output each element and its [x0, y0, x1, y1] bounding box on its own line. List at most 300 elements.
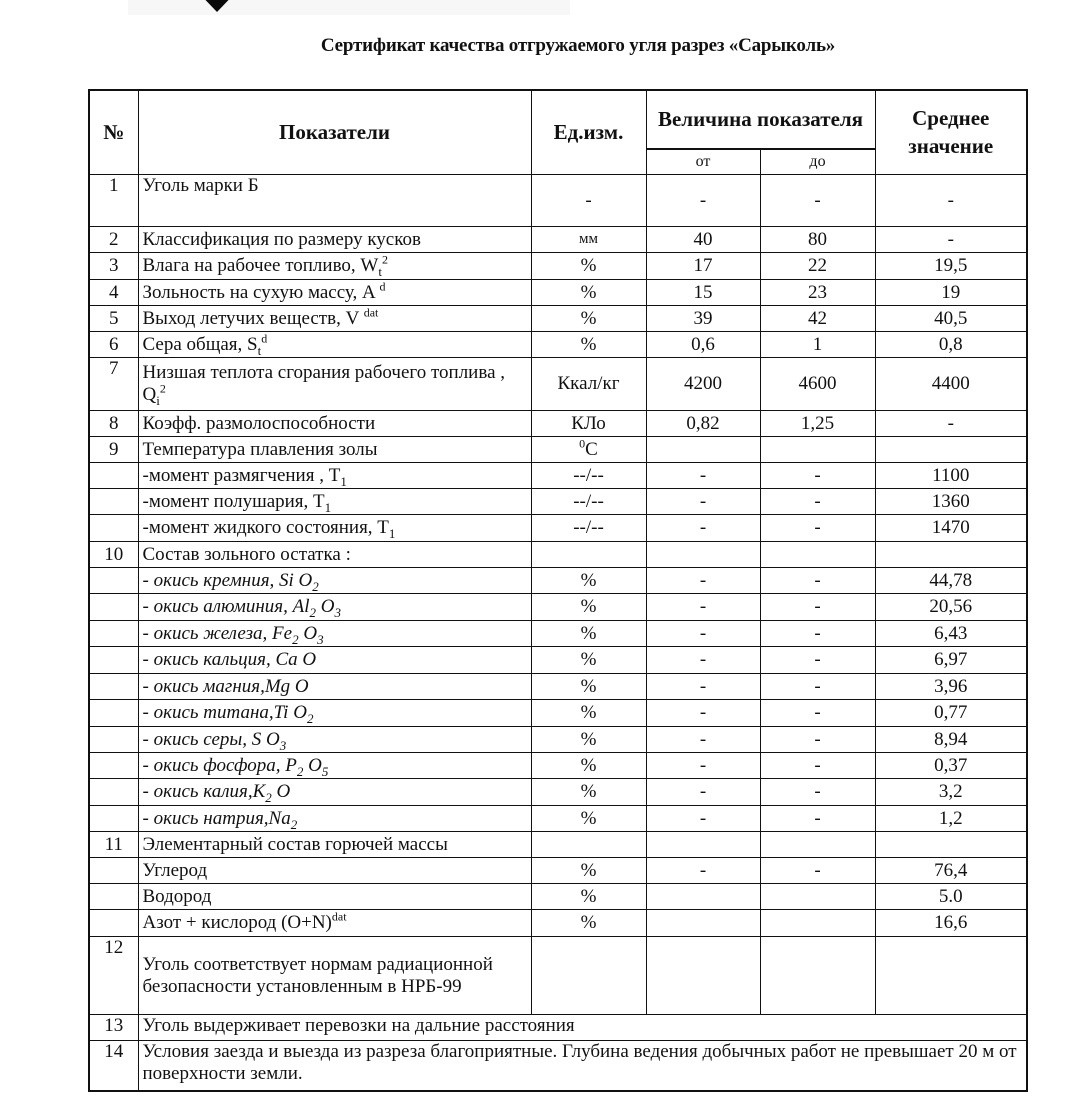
unit-value: % [580, 859, 597, 881]
chemical-formula: Si O [279, 569, 313, 591]
row-number [89, 647, 138, 674]
value-to [760, 832, 875, 858]
value-to [760, 884, 875, 910]
unit-value: Ккал/кг [557, 373, 620, 395]
value-from: - [646, 674, 760, 700]
row-number: 11 [89, 832, 138, 858]
table-row [89, 700, 1027, 727]
chemical-formula: O [298, 622, 318, 644]
superscript: d [261, 331, 268, 346]
value-avg: 0,8 [875, 332, 1027, 358]
indicator-label: Состав зольного остатка : [142, 543, 351, 565]
indicator-name [138, 937, 531, 1015]
indicator-label: - окись титана, [142, 702, 274, 724]
indicator-label: -момент полушария, T [142, 490, 325, 512]
indicator-label: -момент размягчения , T [142, 464, 341, 486]
value-avg [875, 437, 1027, 463]
row-number [89, 489, 138, 515]
value-to: 22 [760, 253, 875, 280]
unit-cell [531, 594, 646, 621]
table-row [89, 280, 1027, 306]
unit-value: % [580, 675, 597, 697]
header-from: от [646, 149, 760, 175]
unit-cell [531, 647, 646, 674]
unit-cell [531, 806, 646, 832]
unit-value: % [580, 596, 597, 618]
indicator-label: Сера общая, S [142, 333, 258, 355]
chemical-formula: O [271, 781, 291, 803]
value-from: 4200 [646, 358, 760, 411]
value-avg: 20,56 [875, 594, 1027, 621]
unit-cell [531, 489, 646, 515]
subscript: 1 [388, 525, 396, 541]
indicator-name [138, 306, 531, 332]
unit-cell [531, 700, 646, 727]
value-avg: 44,78 [875, 568, 1027, 594]
value-avg: 6,43 [875, 621, 1027, 647]
unit-cell [531, 411, 646, 437]
indicator-label: - окись калия, [142, 781, 253, 803]
value-from: - [646, 568, 760, 594]
row-number: 2 [89, 227, 138, 253]
unit-value: % [580, 307, 597, 329]
value-from [646, 542, 760, 568]
row-number [89, 753, 138, 779]
superscript: dat [331, 909, 347, 924]
row-number: 4 [89, 280, 138, 306]
chemical-formula: Mg O [264, 675, 309, 697]
unit-value: % [580, 333, 597, 355]
value-to: - [760, 858, 875, 884]
table-row [89, 806, 1027, 832]
row-number: 9 [89, 437, 138, 463]
indicator-name [138, 910, 531, 937]
unit-value: % [580, 885, 597, 907]
indicator-label: Коэфф. размолоспособности [142, 412, 376, 434]
value-from: - [646, 858, 760, 884]
value-to: 1 [760, 332, 875, 358]
formula-subscript: 3 [334, 604, 342, 620]
header-indicator: Показатели [138, 90, 531, 175]
unit-value: % [580, 728, 597, 750]
document-title: Сертификат качества отгружаемого угля разрез «Сарыколь» [320, 35, 836, 56]
unit-cell [531, 753, 646, 779]
value-avg [875, 832, 1027, 858]
row-number: 5 [89, 306, 138, 332]
row-number [89, 568, 138, 594]
unit-value: % [580, 781, 597, 803]
table-row [89, 753, 1027, 779]
value-from: - [646, 463, 760, 489]
indicator-label: Низшая теплота сгорания рабочего топлива , Q [142, 362, 506, 405]
value-avg: 0,37 [875, 753, 1027, 779]
chemical-formula: P [285, 754, 297, 776]
value-to: - [760, 594, 875, 621]
value-avg [875, 542, 1027, 568]
indicator-name [138, 463, 531, 489]
value-avg: 40,5 [875, 306, 1027, 332]
value-from [646, 437, 760, 463]
indicator-name [138, 411, 531, 437]
table-body [89, 175, 1027, 1091]
chemical-formula: Na [268, 807, 291, 829]
unit-value: КЛо [571, 412, 606, 434]
value-to: - [760, 647, 875, 674]
subscript: 1 [324, 499, 332, 515]
subscript: t [378, 263, 382, 279]
value-to: - [760, 463, 875, 489]
table-row [89, 621, 1027, 647]
indicator-label: Азот + кислород (O+N) [142, 912, 332, 934]
note-text: Условия заезда и выезда из разреза благоприятные. Глубина ведения добычных работ не превышает 20 м от поверхности земли. [138, 1041, 1027, 1091]
subscript: 1 [340, 473, 347, 489]
table-row [89, 332, 1027, 358]
unit-cell [531, 621, 646, 647]
indicator-name [138, 253, 531, 280]
indicator-name [138, 806, 531, 832]
formula-subscript: 2 [290, 816, 298, 832]
chemical-formula: O [316, 596, 335, 618]
indicator-label: Классификация по размеру кусков [142, 228, 421, 250]
table-row [89, 594, 1027, 621]
value-to: 4600 [760, 358, 875, 411]
indicator-label: - окись натрия, [142, 807, 269, 829]
unit-cell [531, 937, 646, 1015]
value-avg: 1470 [875, 515, 1027, 542]
unit-cell [531, 227, 646, 253]
indicator-name [138, 832, 531, 858]
unit-cell [531, 280, 646, 306]
row-number [89, 621, 138, 647]
subscript: t [257, 342, 262, 358]
indicator-label: Углерод [142, 859, 208, 881]
indicator-name [138, 674, 531, 700]
indicator-label: - окись кальция, [142, 649, 276, 671]
table-row [89, 306, 1027, 332]
unit-value: мм [579, 230, 598, 247]
value-from [646, 937, 760, 1015]
value-from: - [646, 175, 760, 227]
value-from: 15 [646, 280, 760, 306]
value-avg: 16,6 [875, 910, 1027, 937]
value-from [646, 910, 760, 937]
indicator-label: Зольность на сухую массу, A [142, 281, 380, 303]
row-number: 3 [89, 253, 138, 280]
value-to [760, 937, 875, 1015]
chemical-formula: Al [292, 596, 310, 618]
indicator-label: - окись магния, [142, 675, 265, 697]
formula-subscript: 3 [279, 737, 287, 753]
value-to [760, 910, 875, 937]
row-number: 10 [89, 542, 138, 568]
value-from: - [646, 727, 760, 753]
unit-cell [531, 253, 646, 280]
value-from [646, 884, 760, 910]
indicator-name [138, 621, 531, 647]
value-to: 23 [760, 280, 875, 306]
value-to: 1,25 [760, 411, 875, 437]
chemical-formula: S O [251, 728, 280, 750]
row-number: 7 [89, 358, 138, 411]
unit-cell [531, 884, 646, 910]
table-row [89, 227, 1027, 253]
indicator-label: - окись кремния, [142, 569, 280, 591]
value-avg [875, 937, 1027, 1015]
formula-subscript: 2 [306, 710, 314, 726]
value-to: - [760, 806, 875, 832]
unit-value: % [580, 622, 597, 644]
table-row [89, 253, 1027, 280]
value-avg: 19,5 [875, 253, 1027, 280]
indicator-name [138, 358, 531, 411]
value-avg: 1100 [875, 463, 1027, 489]
superscript: 2 [381, 252, 388, 267]
unit-value: --/-- [573, 517, 604, 539]
value-avg: 3,96 [875, 674, 1027, 700]
unit-cell [531, 175, 646, 227]
formula-subscript: 2 [309, 604, 317, 620]
table-row [89, 779, 1027, 806]
quality-certificate-table [88, 89, 1028, 1092]
value-from: 0,82 [646, 411, 760, 437]
indicator-label: - окись железа, [142, 622, 273, 644]
table-row [89, 358, 1027, 411]
row-number: 13 [89, 1015, 138, 1041]
table-row [89, 884, 1027, 910]
indicator-name [138, 700, 531, 727]
indicator-name [138, 227, 531, 253]
indicator-name [138, 858, 531, 884]
row-number [89, 779, 138, 806]
unit-cell [531, 332, 646, 358]
value-avg: 1360 [875, 489, 1027, 515]
header-no: № [89, 90, 138, 175]
indicator-label: Температура плавления золы [142, 438, 378, 460]
row-number: 12 [89, 937, 138, 1015]
value-to: - [760, 753, 875, 779]
value-to: - [760, 175, 875, 227]
value-avg: - [875, 227, 1027, 253]
unit-value: % [580, 754, 597, 776]
unit-cell [531, 437, 646, 463]
header-average: Среднее значение [875, 90, 1027, 175]
header-unit: Ед.изм. [531, 90, 646, 175]
value-to [760, 437, 875, 463]
value-to: 42 [760, 306, 875, 332]
value-from: - [646, 647, 760, 674]
row-number [89, 727, 138, 753]
chemical-formula: K [252, 781, 266, 803]
value-avg: 0,77 [875, 700, 1027, 727]
value-avg: 8,94 [875, 727, 1027, 753]
indicator-label: Уголь марки Б [142, 175, 259, 196]
value-avg: - [875, 175, 1027, 227]
indicator-name [138, 489, 531, 515]
value-from: 17 [646, 253, 760, 280]
value-to: - [760, 700, 875, 727]
unit-value: --/-- [573, 464, 604, 486]
indicator-label: - окись серы, [142, 728, 252, 750]
value-from: - [646, 515, 760, 542]
value-avg: 1,2 [875, 806, 1027, 832]
row-number [89, 463, 138, 489]
note-text: Уголь выдерживает перевозки на дальние расстояния [138, 1015, 1027, 1041]
value-to: - [760, 515, 875, 542]
row-number [89, 910, 138, 937]
table-row [89, 463, 1027, 489]
unit-cell [531, 306, 646, 332]
unit-cell [531, 674, 646, 700]
value-to: - [760, 727, 875, 753]
value-avg: 3,2 [875, 779, 1027, 806]
unit-value: % [580, 702, 597, 724]
unit-value: % [580, 807, 597, 829]
value-to [760, 542, 875, 568]
formula-subscript: 2 [312, 578, 319, 594]
table-row [89, 542, 1027, 568]
unit-cell [531, 779, 646, 806]
indicator-name [138, 437, 531, 463]
table-row [89, 568, 1027, 594]
note-row [89, 1041, 1027, 1091]
unit-cell [531, 463, 646, 489]
value-to: - [760, 779, 875, 806]
indicator-label: - окись алюминия, [142, 596, 293, 618]
value-from: 0,6 [646, 332, 760, 358]
unit-value: % [580, 281, 597, 303]
header-to: до [760, 149, 875, 175]
diamond-arrow-down-icon [194, 0, 240, 12]
row-number [89, 515, 138, 542]
indicator-name [138, 779, 531, 806]
indicator-name [138, 753, 531, 779]
table-row [89, 647, 1027, 674]
row-number: 6 [89, 332, 138, 358]
table-row [89, 858, 1027, 884]
row-number [89, 806, 138, 832]
table-row [89, 937, 1027, 1015]
indicator-name [138, 280, 531, 306]
row-number [89, 674, 138, 700]
unit-cell [531, 515, 646, 542]
indicator-label: -момент жидкого состояния, T [142, 517, 389, 539]
value-to: - [760, 489, 875, 515]
table-row [89, 489, 1027, 515]
indicator-label: Влага на рабочее топливо, W [142, 255, 379, 277]
unit-value: C [585, 438, 598, 460]
indicator-label: Водород [142, 885, 212, 907]
chemical-formula: O [303, 754, 322, 776]
formula-subscript: 2 [265, 789, 272, 805]
indicator-label: Уголь соответствует нормам радиационной безопасности установленным в НРБ-99 [142, 953, 493, 997]
superscript: 2 [159, 381, 166, 396]
unit-value: % [580, 649, 597, 671]
note-row [89, 1015, 1027, 1041]
chemical-formula: Fe [272, 622, 293, 644]
indicator-name [138, 332, 531, 358]
unit-cell [531, 542, 646, 568]
unit-value: % [580, 912, 597, 934]
table-row [89, 515, 1027, 542]
formula-subscript: 5 [321, 763, 329, 779]
row-number [89, 884, 138, 910]
indicator-name [138, 647, 531, 674]
unit-value: % [580, 255, 597, 277]
superscript: d [379, 279, 386, 294]
degree-superscript: 0 [579, 436, 586, 451]
indicator-name [138, 568, 531, 594]
indicator-name [138, 884, 531, 910]
indicator-label: Выход летучих веществ, V [142, 307, 364, 329]
indicator-name [138, 727, 531, 753]
value-from: - [646, 594, 760, 621]
value-avg: 4400 [875, 358, 1027, 411]
table-row [89, 674, 1027, 700]
unit-cell [531, 727, 646, 753]
value-from: 40 [646, 227, 760, 253]
header-value: Величина показателя [646, 90, 875, 149]
indicator-name [138, 515, 531, 542]
value-avg: 5.0 [875, 884, 1027, 910]
unit-cell [531, 910, 646, 937]
row-number [89, 700, 138, 727]
unit-value: --/-- [573, 490, 604, 512]
value-from [646, 832, 760, 858]
value-to: 80 [760, 227, 875, 253]
table-row [89, 727, 1027, 753]
value-avg: 76,4 [875, 858, 1027, 884]
row-number: 8 [89, 411, 138, 437]
subscript: i [156, 392, 160, 408]
row-number: 14 [89, 1041, 138, 1091]
table-row [89, 175, 1027, 227]
unit-cell [531, 858, 646, 884]
value-from: - [646, 753, 760, 779]
formula-subscript: 3 [317, 631, 324, 647]
formula-subscript: 2 [296, 763, 304, 779]
value-avg: 6,97 [875, 647, 1027, 674]
table-row [89, 411, 1027, 437]
unit-cell [531, 568, 646, 594]
value-from: - [646, 489, 760, 515]
table-row [89, 910, 1027, 937]
formula-subscript: 2 [292, 631, 299, 647]
chemical-formula: Ti O [273, 702, 307, 724]
value-avg: - [875, 411, 1027, 437]
row-number [89, 594, 138, 621]
indicator-name [138, 594, 531, 621]
row-number: 1 [89, 175, 138, 227]
value-from: 39 [646, 306, 760, 332]
value-avg: 19 [875, 280, 1027, 306]
value-from: - [646, 621, 760, 647]
unit-value: - [585, 189, 592, 211]
indicator-label: Элементарный состав горючей массы [142, 833, 448, 855]
table-row [89, 437, 1027, 463]
indicator-name [138, 175, 531, 227]
unit-value: % [580, 569, 597, 591]
value-from: - [646, 700, 760, 727]
value-from: - [646, 779, 760, 806]
table-row [89, 832, 1027, 858]
indicator-label: - окись фосфора, [142, 754, 286, 776]
superscript: dat [363, 305, 379, 320]
indicator-name [138, 542, 531, 568]
chemical-formula: Ca O [275, 649, 317, 671]
value-to: - [760, 674, 875, 700]
value-from: - [646, 806, 760, 832]
value-to: - [760, 621, 875, 647]
